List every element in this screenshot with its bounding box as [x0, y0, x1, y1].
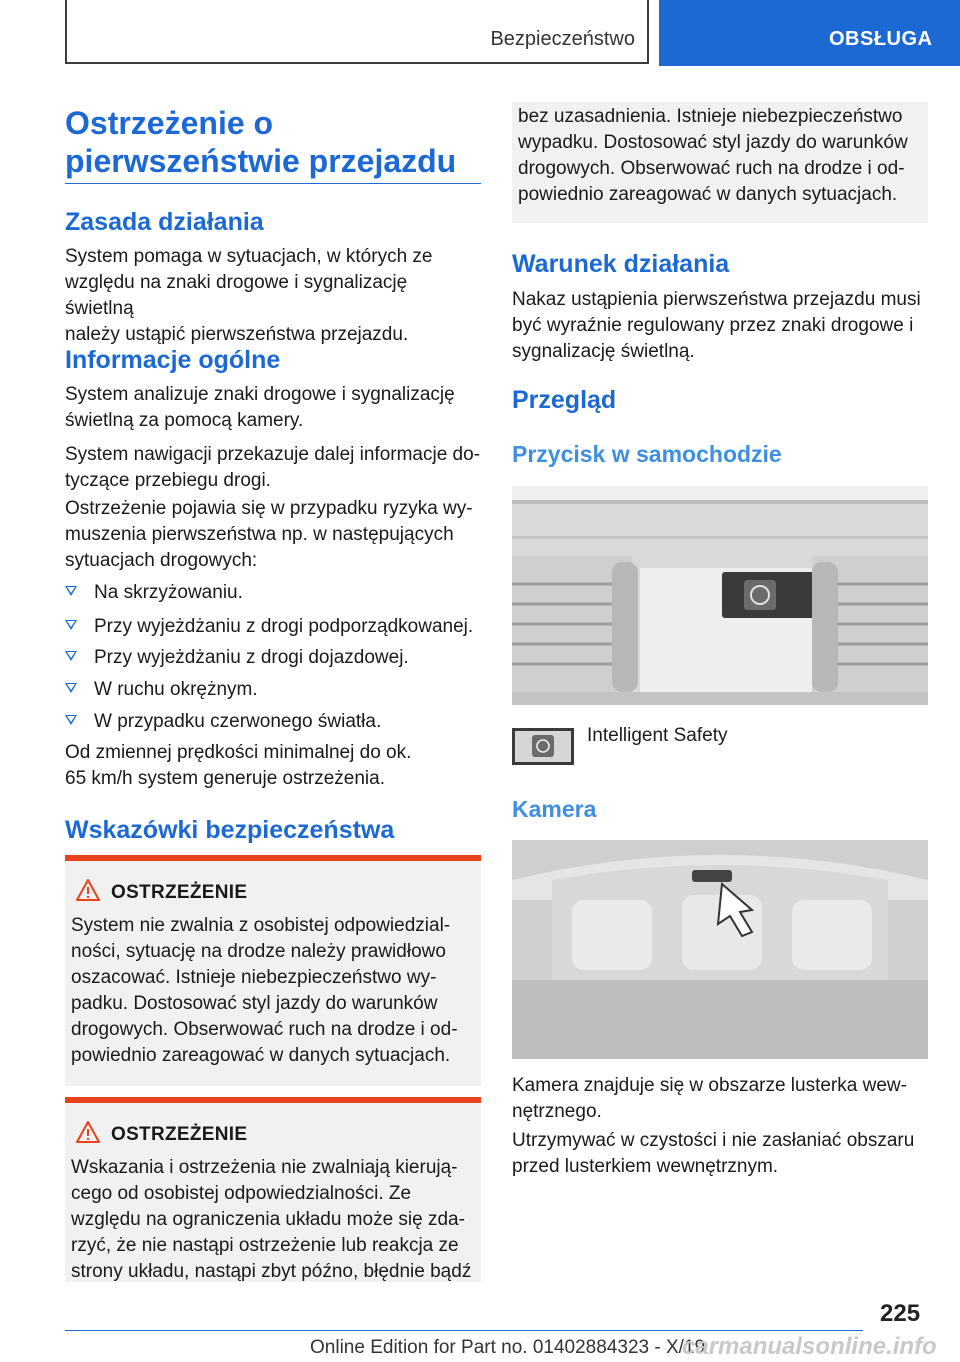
- warning-continuation-box: [512, 102, 928, 223]
- list-item-text: W przypadku czerwonego światła.: [94, 711, 382, 732]
- paragraph-speed: [65, 740, 481, 792]
- text-line: System nawigacji przekazuje dalej informacje do-: [65, 444, 481, 465]
- warning-label: OSTRZEŻENIE: [111, 882, 248, 903]
- intelligent-safety-icon: [512, 728, 574, 765]
- dashboard-button-illustration: [512, 486, 928, 705]
- bullet-triangle-icon: [65, 620, 77, 630]
- heading-safety: Wskazówki bezpieczeństwa: [65, 816, 395, 844]
- text-line: padku. Dostosować styl jazdy do warunków: [71, 993, 438, 1014]
- text-line: cego od osobistej odpowiedzialności. Ze: [71, 1183, 412, 1204]
- camera-illustration: [512, 840, 928, 1059]
- text-line: System nie zwalnia z osobistej odpowiedzial-: [71, 915, 451, 936]
- warning-box-1: [65, 855, 481, 1086]
- text-line: wypadku. Dostosować styl jazdy do warunków: [518, 132, 908, 153]
- text-line: System pomaga w sytuacjach, w których ze: [65, 246, 433, 267]
- text-line: sygnalizację świetlną.: [512, 341, 695, 362]
- header-section-title: Bezpieczeństwo: [490, 28, 635, 50]
- header-section-box: [65, 0, 649, 64]
- text-line: względu na znaki drogowe i sygnalizację świetlną: [65, 272, 408, 319]
- text-line: 65 km/h system generuje ostrzeżenia.: [65, 768, 385, 789]
- warning-label: OSTRZEŻENIE: [111, 1124, 248, 1145]
- text-line: względu na ograniczenia układu może się zda-: [71, 1209, 465, 1230]
- warning-triangle-icon: [75, 1120, 101, 1144]
- text-line: tyczące przebiegu drogi.: [65, 470, 271, 491]
- page-title-line2: pierwszeństwie przejazdu: [65, 143, 457, 179]
- text-line: Nakaz ustąpienia pierwszeństwa przejazdu musi: [512, 289, 921, 310]
- text-line: rzyć, że nie nastąpi ostrzeżenie lub reakcja ze: [71, 1235, 459, 1256]
- list-item-text: Przy wyjeżdżaniu z drogi dojazdowej.: [94, 647, 409, 668]
- text-line: nętrznego.: [512, 1101, 602, 1122]
- paragraph-warunek: [512, 287, 928, 365]
- heading-info: Informacje ogólne: [65, 346, 281, 374]
- paragraph-zasada: [65, 244, 481, 348]
- bullet-triangle-icon: [65, 715, 77, 725]
- text-line: ności, sytuację na drodze należy prawidłowo: [71, 941, 446, 962]
- heading-kamera: Kamera: [512, 796, 597, 822]
- header-chapter-title: OBSŁUGA: [829, 28, 933, 50]
- bullet-triangle-icon: [65, 586, 77, 596]
- title-divider: [65, 183, 481, 184]
- paragraph-info-2: [65, 442, 481, 494]
- list-item-text: Przy wyjeżdżaniu z drogi podporządkowanej.: [94, 616, 474, 637]
- warning-triangle-icon: [75, 878, 101, 902]
- text-line: oszacować. Istnieje niebezpieczeństwo wy-: [71, 967, 437, 988]
- text-line: sytuacjach drogowych:: [65, 550, 258, 571]
- page-title-line1: Ostrzeżenie o: [65, 105, 274, 141]
- text-line: muszenia pierwszeństwa np. w następujących: [65, 524, 454, 545]
- text-line: świetlną za pomocą kamery.: [65, 410, 304, 431]
- text-line: Od zmiennej prędkości minimalnej do ok.: [65, 742, 412, 763]
- footer-divider: [65, 1330, 863, 1331]
- paragraph-info-1: [65, 382, 481, 434]
- list-item-text: W ruchu okrężnym.: [94, 679, 258, 700]
- page-number: 225: [880, 1300, 921, 1327]
- bullet-triangle-icon: [65, 683, 77, 693]
- list-item-text: Na skrzyżowaniu.: [94, 582, 243, 603]
- text-line: powiednio zareagować w danych sytuacjach.: [71, 1045, 451, 1066]
- paragraph-kamera-2: [512, 1128, 928, 1180]
- text-line: być wyraźnie regulowany przez znaki drogowe i: [512, 315, 914, 336]
- paragraph-kamera-1: [512, 1073, 928, 1125]
- watermark: carmanualsonline.info: [682, 1333, 937, 1360]
- warning-text: [71, 1155, 475, 1285]
- text-line: bez uzasadnienia. Istnieje niebezpieczeństwo: [518, 106, 903, 127]
- header-chapter-tab: [659, 0, 960, 66]
- text-line: System analizuje znaki drogowe i sygnalizację: [65, 384, 455, 405]
- warning-continuation-text: [518, 104, 922, 208]
- text-line: strony układu, nastąpi zbyt późno, błędnie bądź: [71, 1261, 472, 1282]
- warning-box-2: [65, 1097, 481, 1282]
- text-line: drogowych. Obserwować ruch na drodze i od-: [71, 1019, 458, 1040]
- bullet-triangle-icon: [65, 651, 77, 661]
- text-line: Kamera znajduje się w obszarze lusterka wew-: [512, 1075, 907, 1096]
- paragraph-info-3: [65, 496, 481, 574]
- page-title: [65, 104, 481, 180]
- text-line: drogowych. Obserwować ruch na drodze i od-: [518, 158, 905, 179]
- heading-przeglad: Przegląd: [512, 386, 617, 414]
- warning-text: [71, 913, 475, 1069]
- heading-przycisk: Przycisk w samochodzie: [512, 441, 782, 467]
- text-line: Utrzymywać w czystości i nie zasłaniać obszaru: [512, 1130, 915, 1151]
- text-line: Ostrzeżenie pojawia się w przypadku ryzyka wy-: [65, 498, 473, 519]
- text-line: przed lusterkiem wewnętrznym.: [512, 1156, 779, 1177]
- text-line: powiednio zareagować w danych sytuacjach.: [518, 184, 898, 205]
- text-line: Wskazania i ostrzeżenia nie zwalniają kierują-: [71, 1157, 458, 1178]
- button-label: Intelligent Safety: [587, 725, 728, 746]
- text-line: należy ustąpić pierwszeństwa przejazdu.: [65, 324, 409, 345]
- heading-zasada: Zasada działania: [65, 208, 264, 236]
- footer-edition: Online Edition for Part no. 01402884323 - X/19: [310, 1337, 706, 1358]
- heading-warunek: Warunek działania: [512, 250, 730, 278]
